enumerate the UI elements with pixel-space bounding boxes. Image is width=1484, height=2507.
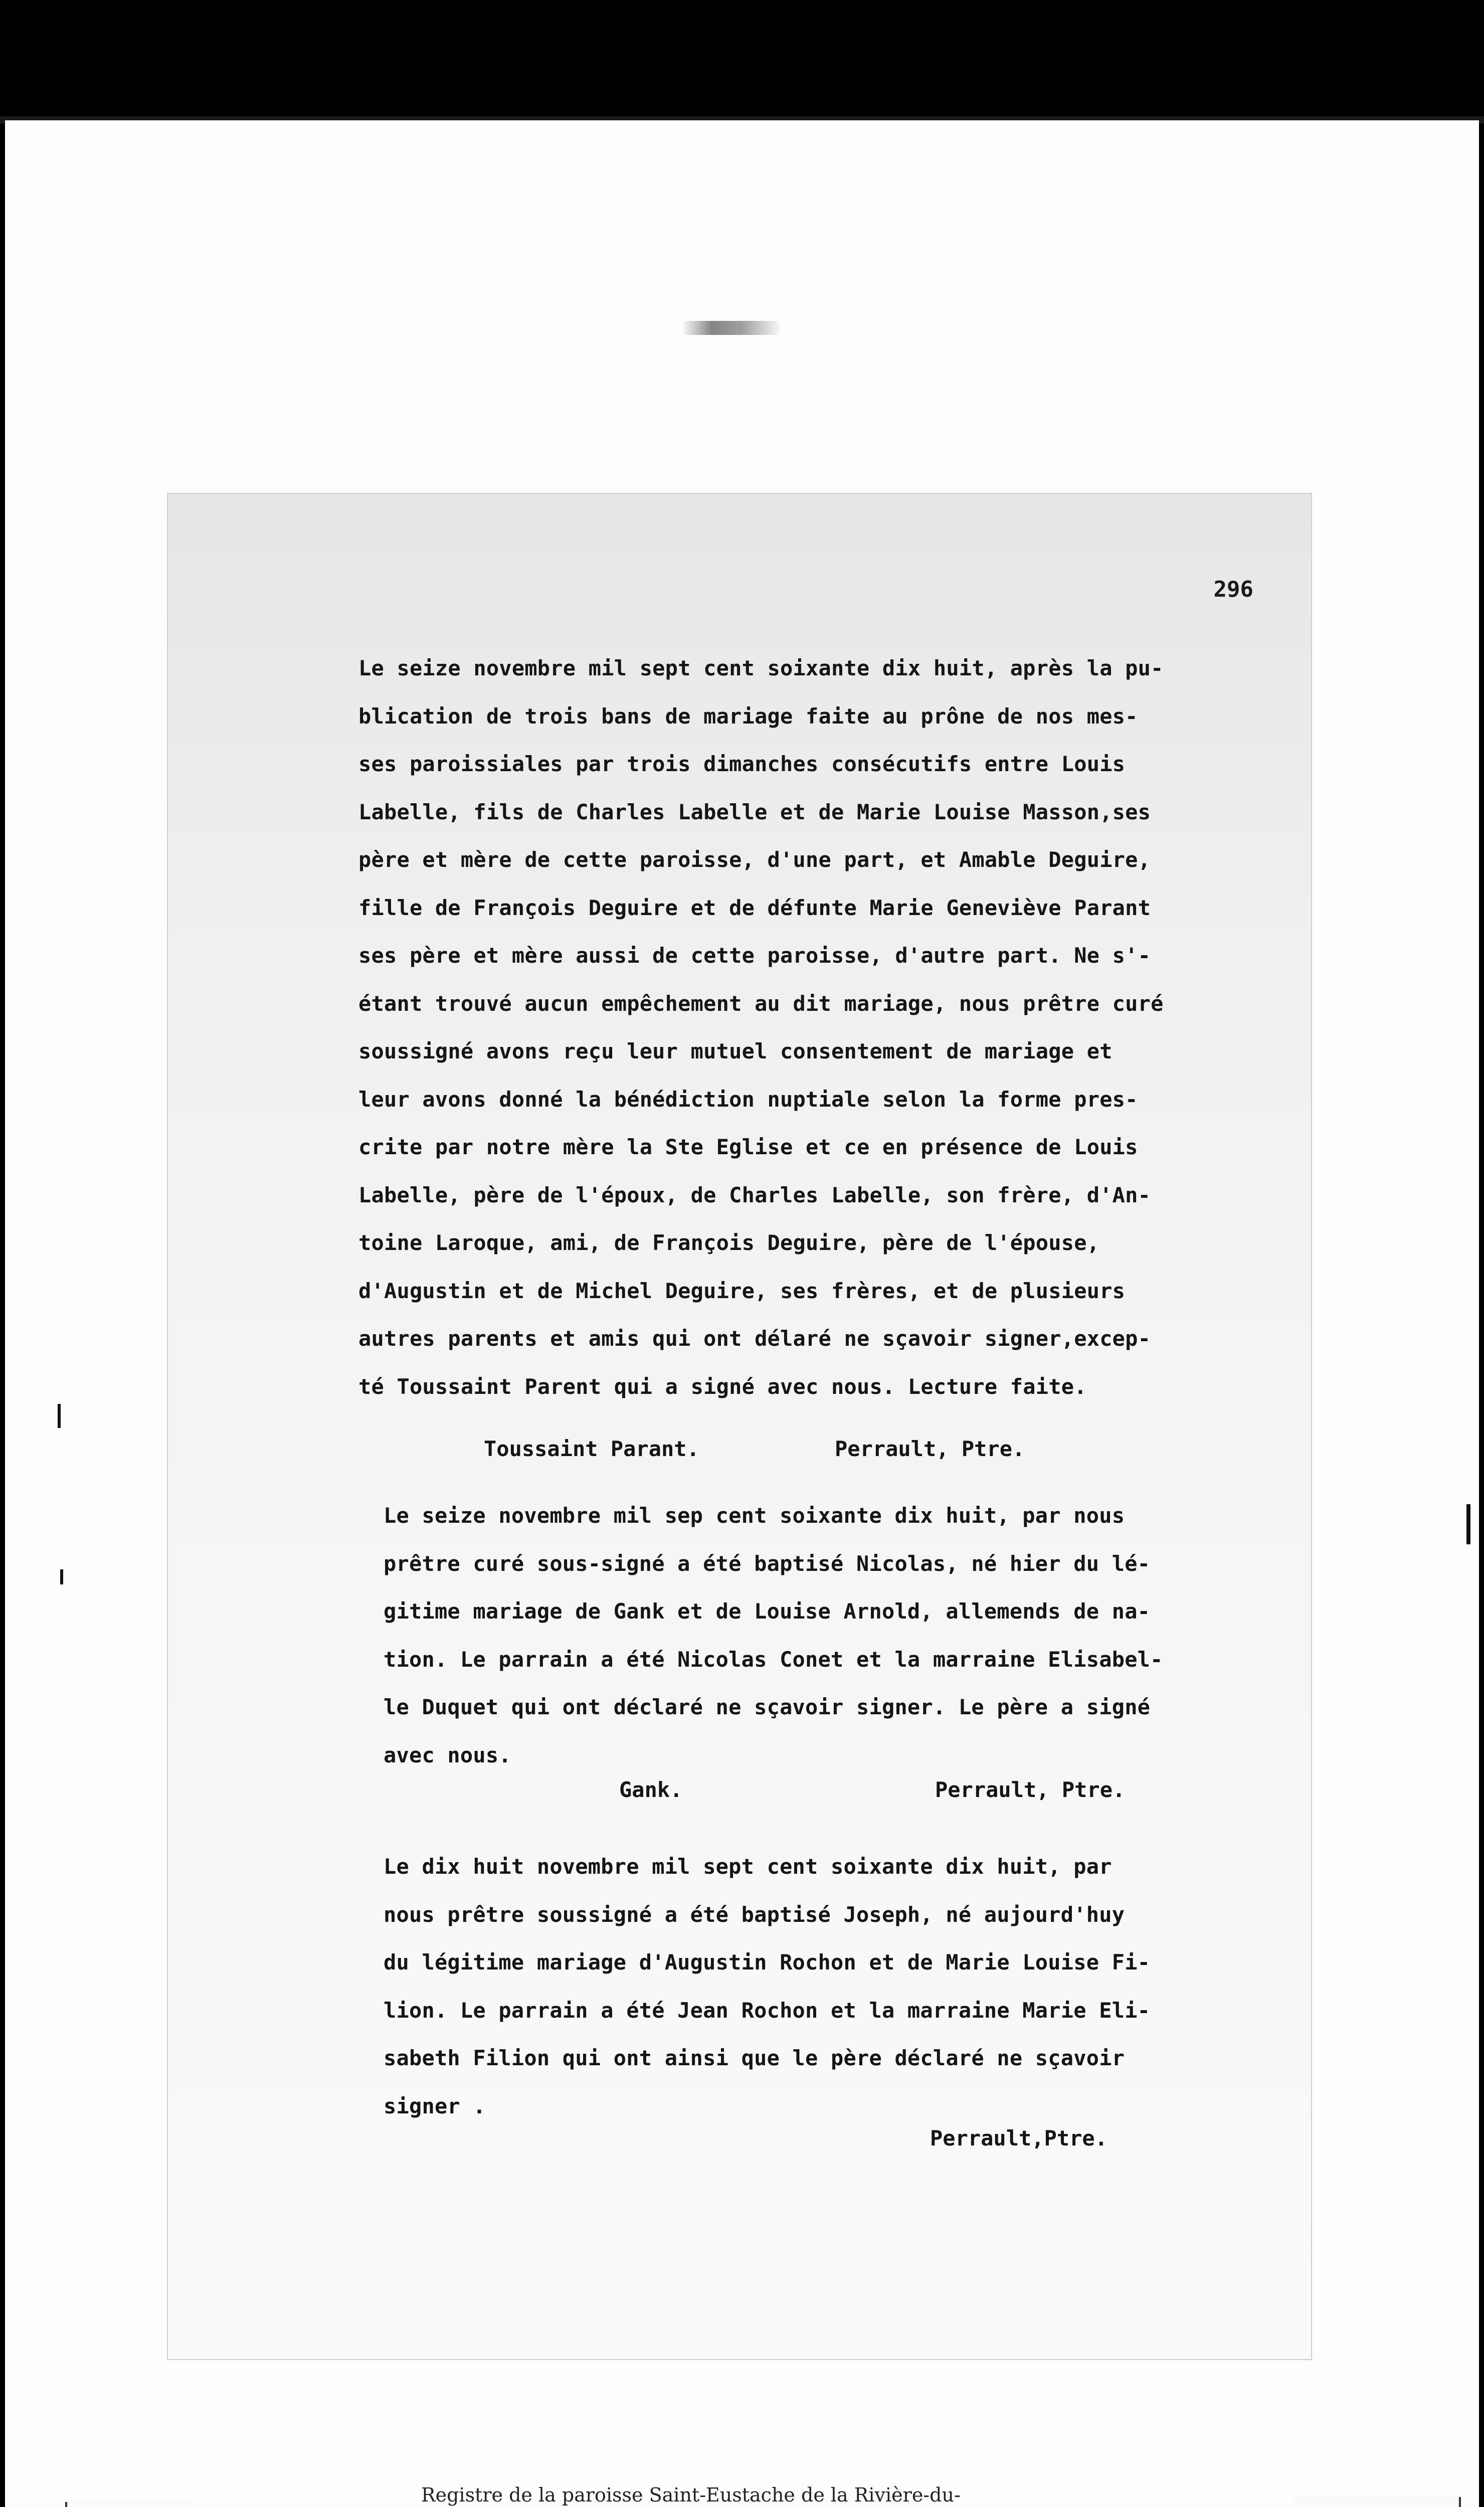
entry-line: Labelle, père de l'époux, de Charles Labelle, son frère, d'An-: [358, 1182, 1151, 1207]
signature-father: Gank.: [619, 1777, 683, 1802]
entry-line: toine Laroque, ami, de François Deguire, père de l'épouse,: [358, 1230, 1100, 1255]
entry-line: blication de trois bans de mariage faite au prône de nos mes-: [358, 703, 1138, 729]
archive-label: [421, 2482, 1123, 2507]
entry-line: prêtre curé sous-signé a été baptisé Nicolas, né hier du lé-: [384, 1551, 1151, 1576]
baptism-entry-joseph: [384, 1843, 1150, 2130]
signature-priest: Perrault, Ptre.: [835, 1437, 1025, 1461]
film-scratch: [60, 1569, 63, 1584]
tape-strip: [1293, 2497, 1461, 2507]
entry-line: té Toussaint Parent qui a signé avec nous. Lecture faite.: [358, 1374, 1087, 1399]
baptism-entry-nicolas: [384, 1492, 1163, 1779]
entry-line: Le seize novembre mil sept cent soixante dix huit, après la pu-: [358, 656, 1164, 680]
entry-line: ses père et mère aussi de cette paroisse, d'autre part. Ne s'-: [358, 943, 1151, 968]
signature-witness: Toussaint Parant.: [484, 1437, 699, 1461]
tape-strip: [65, 2502, 193, 2507]
entry-line: du légitime mariage d'Augustin Rochon et de Marie Louise Fi-: [384, 1950, 1151, 1975]
entry-line: Le seize novembre mil sep cent soixante dix huit, par nous: [384, 1503, 1125, 1528]
signature-priest: Perrault,Ptre.: [930, 2126, 1108, 2151]
label-line: Registre de la paroisse Saint-Eustache de la Rivière-du-: [421, 2484, 961, 2506]
entry-line: nous prêtre soussigné a été baptisé Joseph, né aujourd'huy: [384, 1902, 1125, 1927]
entry-line: étant trouvé aucun empêchement au dit mariage, nous prêtre curé: [358, 991, 1164, 1016]
entry-line: soussigné avons reçu leur mutuel consentement de mariage et: [358, 1039, 1112, 1063]
film-scratch: [58, 1404, 61, 1428]
film-scratch: [1466, 1504, 1470, 1544]
entry-line: lion. Le parrain a été Jean Rochon et la marraine Marie Eli-: [384, 1998, 1151, 2023]
entry-line: crite par notre mère la Ste Eglise et ce en présence de Louis: [358, 1135, 1138, 1159]
entry-line: leur avons donné la bénédiction nuptiale selon la forme pres-: [358, 1087, 1138, 1112]
entry-line: avec nous.: [384, 1742, 511, 1767]
entry-line: tion. Le parrain a été Nicolas Conet et la marraine Elisabel-: [384, 1647, 1163, 1672]
register-page: [168, 494, 1311, 2359]
signature-priest: Perrault, Ptre.: [935, 1777, 1126, 1802]
entry-line: père et mère de cette paroisse, d'une part, et Amable Deguire,: [358, 847, 1151, 872]
entry-line: d'Augustin et de Michel Deguire, ses frères, et de plusieurs: [358, 1278, 1126, 1303]
entry-line: le Duquet qui ont déclaré ne sçavoir signer. Le père a signé: [384, 1695, 1151, 1719]
entry-line: gitime mariage de Gank et de Louise Arnold, allemends de na-: [384, 1599, 1151, 1624]
page-number: 296: [1213, 577, 1253, 602]
entry-line: signer .: [384, 2093, 486, 2118]
entry-line: fille de François Deguire et de défunte Marie Geneviève Parant: [358, 895, 1151, 920]
entry-line: sabeth Filion qui ont ainsi que le père déclaré ne sçavoir: [384, 2046, 1125, 2070]
entry-line: Le dix huit novembre mil sept cent soixante dix huit, par: [384, 1854, 1112, 1879]
marriage-entry: [358, 644, 1164, 1410]
entry-line: autres parents et amis qui ont délaré ne sçavoir signer,excep-: [358, 1326, 1151, 1351]
entry-line: Labelle, fils de Charles Labelle et de Marie Louise Masson,ses: [358, 799, 1151, 824]
entry-line: ses paroissiales par trois dimanches consécutifs entre Louis: [358, 752, 1126, 776]
film-smudge: [682, 321, 782, 335]
